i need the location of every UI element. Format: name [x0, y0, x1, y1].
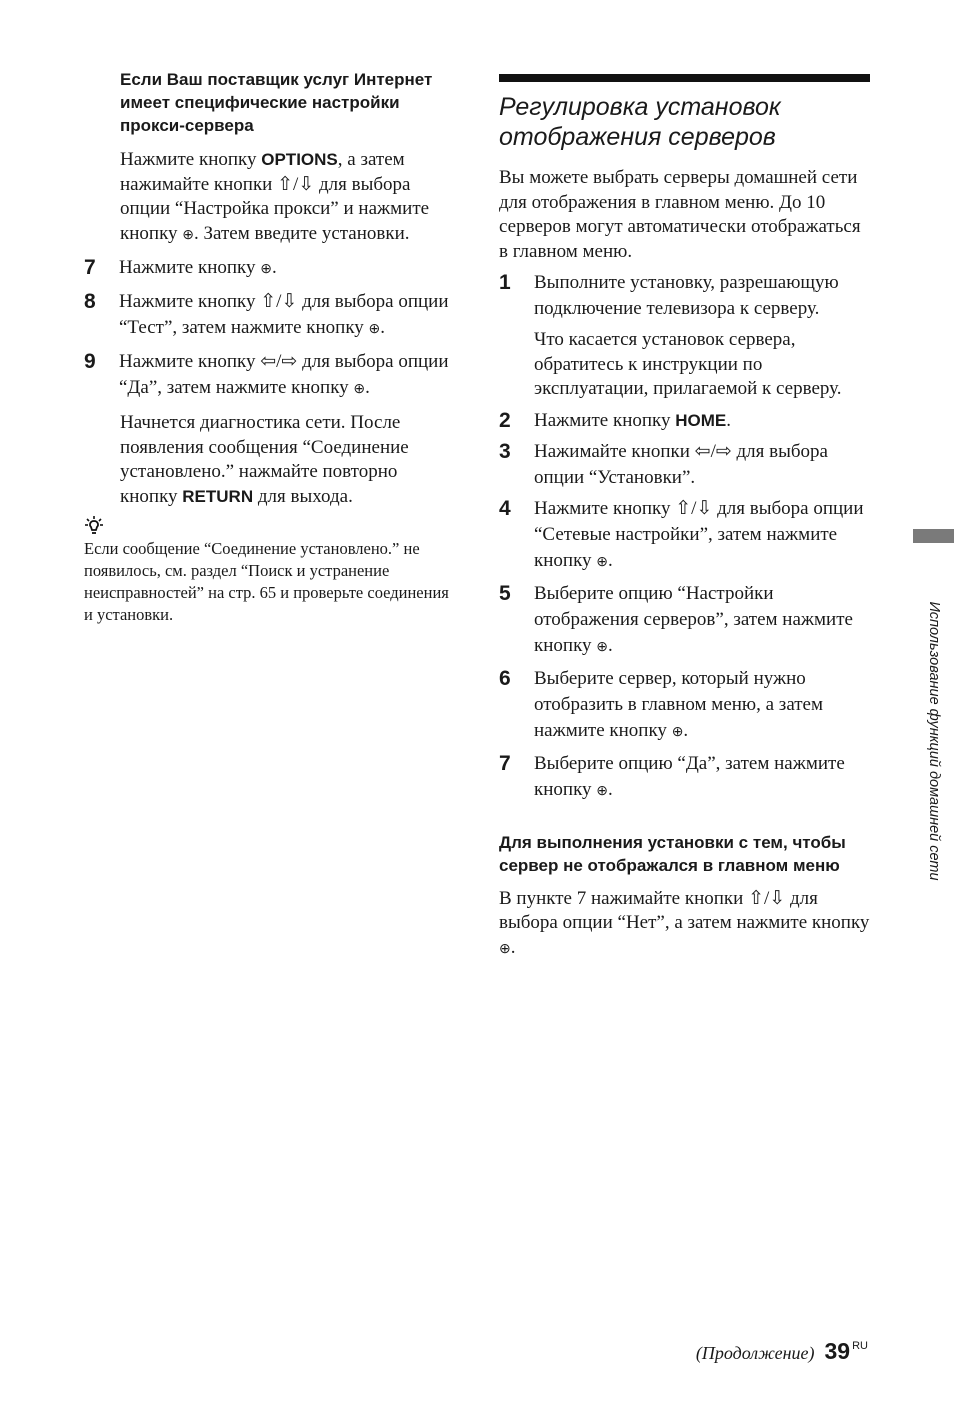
left-column [84, 0, 456, 626]
left-step-7: 7 Нажмите кнопку ⊕. [84, 256, 277, 279]
page-number: 39 [824, 1338, 851, 1364]
ok-icon: ⊕ [671, 724, 684, 740]
step-9-note: Начнется диагностика сети. После появления сообщения “Соединение установлено.” нажмайте повторно кнопку RETURN для выхода. [120, 412, 409, 507]
ok-icon: ⊕ [596, 554, 609, 570]
options-key: OPTIONS [261, 150, 338, 169]
tip-icon [84, 515, 104, 537]
ok-icon: ⊕ [353, 382, 366, 397]
right-step-2: 2 Нажмите кнопку HOME. [499, 408, 731, 432]
right-step-7: 7 Выберите опцию “Да”, затем нажмите кнопку ⊕. [499, 751, 845, 800]
right-step-6: 6 Выберите сервер, который нужно отобразить в главном меню, а затем нажмите кнопку ⊕. [499, 666, 824, 741]
intro-text: Вы можете выбрать серверы домашней сети для отображения в главном меню. До 10 серверов могут автоматически отображаться в главном меню. [499, 167, 861, 262]
continued-label: (Продолжение) [695, 1343, 815, 1363]
right-step-5: 5 Выберите опцию “Настройки отображения серверов”, затем нажмите кнопку ⊕. [499, 581, 853, 656]
right-step-3: 3 Нажимайте кнопки ⇦/⇨ для выбора опции “Установки”. [499, 439, 828, 488]
return-key: RETURN [182, 486, 254, 506]
ok-icon: ⊕ [182, 227, 195, 243]
sub-heading: Для выполнения установки с тем, чтобы сервер не отображался в главном меню [499, 832, 846, 875]
section-title: Регулировка установок отображения серверов [499, 93, 781, 151]
right-step-4: 4 Нажмите кнопку ⇧/⇩ для выбора опции “Сетевые настройки”, затем нажмите кнопку ⊕. [499, 496, 864, 571]
left-step-8: 8 Нажмите кнопку ⇧/⇩ для выбора опции “Тест”, затем нажмите кнопку ⊕. [84, 290, 449, 338]
ok-icon: ⊕ [499, 941, 511, 957]
language-code: RU [852, 1340, 868, 1352]
proxy-heading: Если Ваш поставщик услуг Интернет имеет специфические настройки прокси-сервера [120, 70, 433, 135]
section-rule [499, 74, 870, 82]
ok-icon: ⊕ [260, 262, 272, 277]
side-section-label: Использование функций домашней сети [926, 601, 942, 881]
page-footer [696, 1338, 868, 1365]
step-1-note: Что касается установок сервера, обратитесь к инструкции по эксплуатации, прилагаемой к серверу. [534, 329, 842, 399]
left-step-9: 9 Нажмите кнопку ⇦/⇨ для выбора опции “Да”, затем нажмите кнопку ⊕. [84, 350, 449, 398]
section-tab-marker [913, 529, 954, 543]
right-step-1: 1 Выполните установку, разрешающую подключение телевизора к серверу. [499, 271, 839, 319]
proxy-text: Нажмите кнопку OPTIONS, а затем нажимайте кнопки ⇧/⇩ для выбора опции “Настройка прокси” и нажмите кнопку ⊕. Затем введите установки. [120, 149, 430, 244]
sub-text: В пункте 7 нажимайте кнопки ⇧/⇩ для выбора опции “Нет”, а затем нажмите кнопку ⊕. [499, 887, 870, 958]
right-column [499, 0, 870, 962]
home-key: HOME [675, 410, 727, 430]
ok-icon: ⊕ [596, 783, 609, 799]
ok-icon: ⊕ [368, 322, 381, 337]
tip-text: Если сообщение “Соединение установлено.” не появилось, см. раздел “Поиск и устранение неисправностей” на стр. 65 и проверьте соединения и установки. [84, 539, 449, 624]
ok-icon: ⊕ [596, 639, 609, 655]
